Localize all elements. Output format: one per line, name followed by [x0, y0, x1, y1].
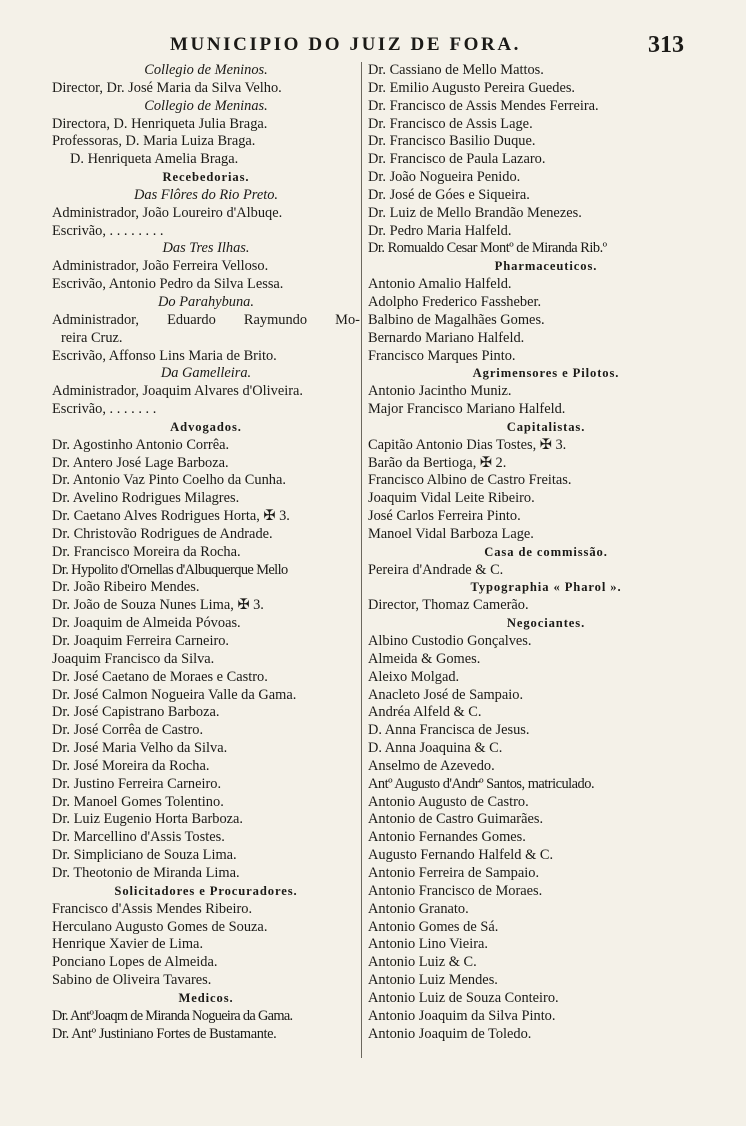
entry-word: Mo-	[335, 311, 360, 328]
entry: Dr. Justino Ferreira Carneiro.	[52, 775, 222, 792]
entry: Dr. José Capistrano Barboza.	[52, 704, 220, 721]
entry: Augusto Fernando Halfeld & C.	[368, 847, 554, 864]
entry: Barão da Bertioga, ✠ 2.	[368, 454, 507, 471]
entry: Antonio Francisco de Moraes.	[368, 882, 543, 899]
entry: Antonio Gomes de Sá.	[368, 918, 499, 935]
entry: D. Anna Joaquina & C.	[368, 740, 503, 757]
entry: Joaquim Vidal Leite Ribeiro.	[368, 490, 535, 507]
entry: Administrador, João Ferreira Velloso.	[52, 258, 269, 275]
entry: Escrivão, . . . . . . . .	[52, 222, 164, 239]
entry: Dr. Francisco de Assis Mendes Ferreira.	[368, 97, 599, 114]
entry: Dr. João de Souza Nunes Lima, ✠ 3.	[52, 597, 264, 614]
entry: Dr. Francisco Basilio Duque.	[368, 133, 536, 150]
entry: Escrivão, Affonso Lins Maria de Brito.	[52, 347, 277, 364]
entry: Dr. José Corrêa de Castro.	[52, 722, 204, 739]
entry: Francisco Albino de Castro Freitas.	[368, 472, 572, 489]
entry: Antonio Joaquim de Toledo.	[368, 1025, 532, 1042]
entry: Dr. Joaquim Ferreira Carneiro.	[52, 633, 230, 649]
entry: Director, Dr. José Maria da Silva Velho.	[52, 79, 282, 96]
column-divider	[361, 62, 362, 1058]
entry: Dr. José de Góes e Siqueira.	[368, 186, 530, 203]
entry: Albino Custodio Gonçalves.	[368, 633, 532, 649]
section-subheading: Collegio de Meninas.	[144, 97, 268, 114]
entry: Dr. AntºJoaqm de Miranda Nogueira da Gama.	[52, 1007, 293, 1024]
entry: Antonio Luiz & C.	[368, 954, 477, 971]
entry: Dr. Cassiano de Mello Mattos.	[368, 62, 544, 78]
entry: Major Francisco Mariano Halfeld.	[368, 401, 566, 418]
entry: Dr. Avelino Rodrigues Milagres.	[52, 490, 240, 507]
entry: Dr. Agostinho Antonio Corrêa.	[52, 436, 230, 453]
entry: Almeida & Gomes.	[368, 650, 481, 667]
entry: Dr. José Moreira da Rocha.	[52, 757, 210, 774]
entry: Dr. Antº Justiniano Fortes de Bustamante.	[52, 1025, 277, 1042]
entry: Dr. João Ribeiro Mendes.	[52, 579, 200, 596]
entry: Henrique Xavier de Lima.	[52, 936, 204, 953]
entry: Antonio Jacintho Muniz.	[368, 383, 512, 400]
left-column	[52, 62, 360, 1043]
entry: Francisco Marques Pinto.	[368, 347, 516, 364]
entry: Francisco d'Assis Mendes Ribeiro.	[52, 900, 253, 917]
entry-word: Administrador,	[52, 311, 139, 328]
section-subheading: Collegio de Meninos.	[144, 62, 268, 78]
entry: Ponciano Lopes de Almeida.	[52, 954, 218, 971]
entry: Dr. Manoel Gomes Tolentino.	[52, 793, 224, 810]
entry: Professoras, D. Maria Luiza Braga.	[52, 133, 256, 150]
entry: Escrivão, . . . . . . .	[52, 401, 157, 418]
entry: Herculano Augusto Gomes de Souza.	[52, 918, 268, 935]
section-heading: Advogados.	[170, 419, 242, 434]
section-heading: Pharmaceuticos.	[494, 259, 598, 274]
entry: Dr. Luiz de Mello Brandão Menezes.	[368, 204, 582, 221]
entry: Dr. José Caetano de Moraes e Castro.	[52, 668, 268, 685]
entry: Dr. Antero José Lage Barboza.	[52, 454, 229, 471]
section-heading: Recebedorias.	[162, 170, 250, 185]
section-heading: Agrimensores e Pilotos.	[472, 366, 620, 381]
entry: Dr. Caetano Alves Rodrigues Horta, ✠ 3.	[52, 508, 290, 525]
entry: Antº Augusto d'Andrº Santos, matriculado.	[368, 775, 595, 792]
entry: Sabino de Oliveira Tavares.	[52, 972, 212, 989]
section-heading: Medicos.	[178, 990, 234, 1005]
entry: Dr. Francisco Moreira da Rocha.	[52, 543, 241, 560]
entry: Dr. Francisco de Assis Lage.	[368, 115, 533, 132]
entry: Dr. José Maria Velho da Silva.	[52, 740, 228, 757]
entry: Antonio Lino Vieira.	[368, 936, 488, 953]
entry: Manoel Vidal Barboza Lage.	[368, 525, 534, 542]
right-column	[368, 62, 724, 1043]
entry: Aleixo Molgad.	[368, 668, 460, 685]
entry: Antonio Fernandes Gomes.	[368, 829, 526, 846]
entry: Antonio Luiz Mendes.	[368, 972, 498, 989]
entry: Bernardo Mariano Halfeld.	[368, 329, 525, 346]
entry: Administrador, Joaquim Alvares d'Oliveira.	[52, 383, 304, 400]
section-heading: Capitalistas.	[506, 419, 586, 434]
entry: D. Henriqueta Amelia Braga.	[70, 151, 239, 168]
entry: Dr. Marcellino d'Assis Tostes.	[52, 829, 225, 846]
entry: Dr. Pedro Maria Halfeld.	[368, 222, 512, 239]
entry: Joaquim Francisco da Silva.	[52, 650, 215, 667]
entry: Antonio Augusto de Castro.	[368, 793, 529, 810]
entry: Anacleto José de Sampaio.	[368, 686, 524, 703]
entry: reira Cruz.	[61, 329, 123, 346]
section-subheading: Do Parahybuna.	[158, 293, 254, 310]
entry: Escrivão, Antonio Pedro da Silva Lessa.	[52, 276, 284, 293]
entry: Dr. Antonio Vaz Pinto Coelho da Cunha.	[52, 472, 286, 489]
entry: Dr. João Nogueira Penido.	[368, 169, 521, 186]
entry: José Carlos Ferreira Pinto.	[368, 508, 521, 525]
section-heading: Negociantes.	[506, 616, 586, 631]
entry	[52, 312, 360, 330]
section-subheading: Das Flôres do Rio Preto.	[133, 186, 279, 203]
entry: Antonio Luiz de Souza Conteiro.	[368, 989, 559, 1006]
entry: Dr. Christovão Rodrigues de Andrade.	[52, 525, 273, 542]
section-heading: Casa de commissão.	[484, 544, 608, 559]
entry: Dr. José Calmon Nogueira Valle da Gama.	[52, 686, 297, 703]
entry: Dr. Emilio Augusto Pereira Guedes.	[368, 79, 576, 96]
entry: Dr. Simpliciano de Souza Lima.	[52, 847, 237, 864]
section-subheading: Das Tres Ilhas.	[162, 240, 250, 257]
entry: Dr. Hypolito d'Ornellas d'Albuquerque Mello	[52, 561, 288, 578]
section-heading: Solicitadores e Procuradores.	[114, 883, 298, 898]
entry: Andréa Alfeld & C.	[368, 704, 482, 721]
entry: Directora, D. Henriqueta Julia Braga.	[52, 115, 268, 132]
entry: Antonio Amalio Halfeld.	[368, 276, 512, 293]
entry: Dr. Francisco de Paula Lazaro.	[368, 151, 546, 168]
entry: Administrador, João Loureiro d'Albuqe.	[52, 204, 283, 221]
entry: Antonio Joaquim da Silva Pinto.	[368, 1007, 556, 1024]
entry: Director, Thomaz Camerão.	[368, 597, 529, 614]
entry: Pereira d'Andrade & C.	[368, 561, 504, 578]
entry: Adolpho Frederico Fassheber.	[368, 293, 542, 310]
entry: Antonio Granato.	[368, 900, 469, 917]
entry: Anselmo de Azevedo.	[368, 757, 495, 774]
entry-word: Raymundo	[243, 311, 308, 328]
entry: Capitão Antonio Dias Tostes, ✠ 3.	[368, 436, 567, 453]
entry: Dr. Romualdo Cesar Montº de Miranda Rib.º	[368, 240, 607, 257]
entry: D. Anna Francisca de Jesus.	[368, 722, 530, 739]
entry: Antonio de Castro Guimarães.	[368, 811, 544, 828]
entry: Dr. Joaquim de Almeida Póvoas.	[52, 615, 241, 632]
entry: Balbino de Magalhães Gomes.	[368, 311, 545, 328]
section-heading: Typographia « Pharol ».	[470, 580, 622, 595]
entry-word: Eduardo	[167, 311, 216, 328]
entry: Antonio Ferreira de Sampaio.	[368, 864, 540, 881]
page-number: 313	[648, 32, 684, 58]
page-header	[0, 34, 746, 58]
entry: Dr. Luiz Eugenio Horta Barboza.	[52, 811, 244, 828]
section-subheading: Da Gamelleira.	[160, 365, 252, 382]
entry: Dr. Theotonio de Miranda Lima.	[52, 864, 240, 881]
running-title: MUNICIPIO DO JUIZ DE FORA.	[170, 34, 522, 55]
